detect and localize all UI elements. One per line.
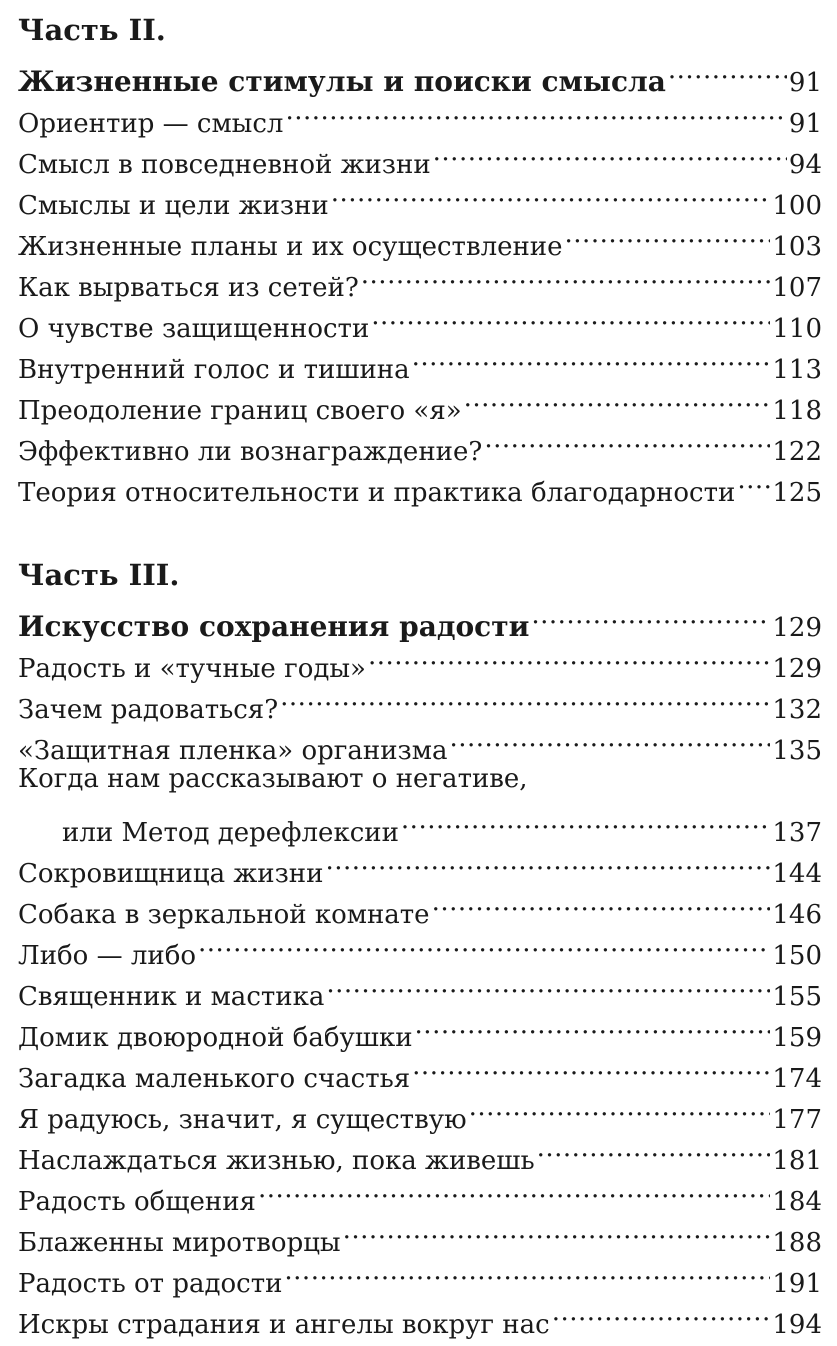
part-heading-row: [18, 595, 822, 643]
entry-title: Блаженны миротворцы: [18, 1228, 341, 1258]
page-number: 174: [772, 1064, 822, 1094]
page-number: 110: [772, 314, 822, 344]
page-number: 91: [788, 109, 822, 139]
page-number: 159: [772, 1023, 822, 1053]
entry-title: Искры страдания и ангелы вокруг нас: [18, 1310, 550, 1340]
page-number: 146: [772, 900, 822, 930]
dot-leader: [343, 1210, 771, 1251]
entry-title: Либо — либо: [18, 941, 197, 971]
dot-leader: [258, 1169, 770, 1210]
page-number: 135: [772, 736, 822, 766]
page-number: 144: [772, 859, 822, 889]
entry-title: Зачем радоваться?: [18, 695, 279, 725]
dot-leader: [449, 718, 770, 759]
page-number: 132: [772, 695, 822, 725]
page-number: 188: [772, 1228, 822, 1258]
dot-leader: [198, 923, 770, 964]
toc-entry: [18, 800, 822, 848]
page-number: 118: [772, 396, 822, 426]
entry-title: Смыслы и цели жизни: [18, 191, 329, 221]
entry-title: Жизненные планы и их осуществление: [18, 232, 563, 262]
entry-title: Радость общения: [18, 1187, 256, 1217]
page-number: 129: [772, 654, 822, 684]
page-number: 194: [772, 1310, 822, 1340]
page-number: 177: [772, 1105, 822, 1135]
entry-title: Собака в зеркальной комнате: [18, 900, 430, 930]
dot-leader: [284, 1251, 770, 1292]
entry-title: Сокровищница жизни: [18, 859, 324, 889]
entry-title: О чувстве защищенности: [18, 314, 370, 344]
dot-leader: [285, 91, 786, 132]
dot-leader: [415, 1005, 771, 1046]
page-number: 107: [772, 273, 822, 303]
entry-title: Священник и мастика: [18, 982, 325, 1012]
dot-leader: [668, 50, 787, 91]
dot-leader: [401, 800, 770, 841]
page-number: 129: [772, 613, 822, 643]
entry-title: Домик двоюродной бабушки: [18, 1023, 413, 1053]
dot-leader: [325, 841, 770, 882]
page-number: 150: [772, 941, 822, 971]
dot-leader: [484, 419, 770, 460]
entry-title-line1: Когда нам рассказывают о негативе,: [18, 764, 528, 794]
entry-title: Эффективно ли вознаграждение?: [18, 437, 483, 467]
entry-title: Наслаждаться жизнью, пока живешь: [18, 1146, 535, 1176]
dot-leader: [469, 1087, 771, 1128]
dot-leader: [464, 378, 771, 419]
dot-leader: [371, 296, 770, 337]
part-heading-row: [18, 50, 822, 98]
page-number: 181: [772, 1146, 822, 1176]
dot-leader: [552, 1292, 771, 1333]
page-number: 113: [772, 355, 822, 385]
page-number: 91: [788, 68, 822, 98]
page-number: 100: [772, 191, 822, 221]
table-of-contents: [18, 10, 822, 1340]
entry-title: или Метод дерефлексии: [62, 818, 399, 848]
page-number: 155: [772, 982, 822, 1012]
dot-leader: [326, 964, 770, 1005]
entry-title: Преодоление границ своего «я»: [18, 396, 462, 426]
entry-title: Смысл в повседневной жизни: [18, 150, 431, 180]
dot-leader: [432, 882, 771, 923]
dot-leader: [737, 460, 770, 501]
part-label: Часть III.: [18, 558, 180, 592]
entry-title: Внутренний голос и тишина: [18, 355, 410, 385]
entry-title: Ориентир — смысл: [18, 109, 284, 139]
part-label: Часть II.: [18, 13, 166, 47]
page-number: 137: [772, 818, 822, 848]
dot-leader: [531, 595, 770, 636]
entry-title: Радость и «тучные годы»: [18, 654, 366, 684]
page-number: 125: [772, 478, 822, 508]
dot-leader: [537, 1128, 771, 1169]
dot-leader: [412, 1046, 770, 1087]
dot-leader: [280, 677, 770, 718]
dot-leader: [331, 173, 771, 214]
entry-title: Я радуюсь, значит, я существую: [18, 1105, 467, 1135]
page-number: 122: [772, 437, 822, 467]
page-number: 184: [772, 1187, 822, 1217]
entry-title: Радость от радости: [18, 1269, 283, 1299]
page-number: 191: [772, 1269, 822, 1299]
dot-leader: [368, 636, 770, 677]
entry-title: Загадка маленького счастья: [18, 1064, 411, 1094]
page-number: 103: [772, 232, 822, 262]
dot-leader: [433, 132, 787, 173]
entry-title: Теория относительности и практика благодарности: [18, 478, 736, 508]
dot-leader: [412, 337, 771, 378]
entry-title: «Защитная пленка» организма: [18, 736, 448, 766]
page-number: 94: [788, 150, 822, 180]
part-heading-title: Жизненные стимулы и поиски смысла: [18, 65, 666, 98]
part-heading-title: Искусство сохранения радости: [18, 610, 530, 643]
entry-title: Как вырваться из сетей?: [18, 273, 359, 303]
dot-leader: [361, 255, 771, 296]
dot-leader: [565, 214, 771, 255]
